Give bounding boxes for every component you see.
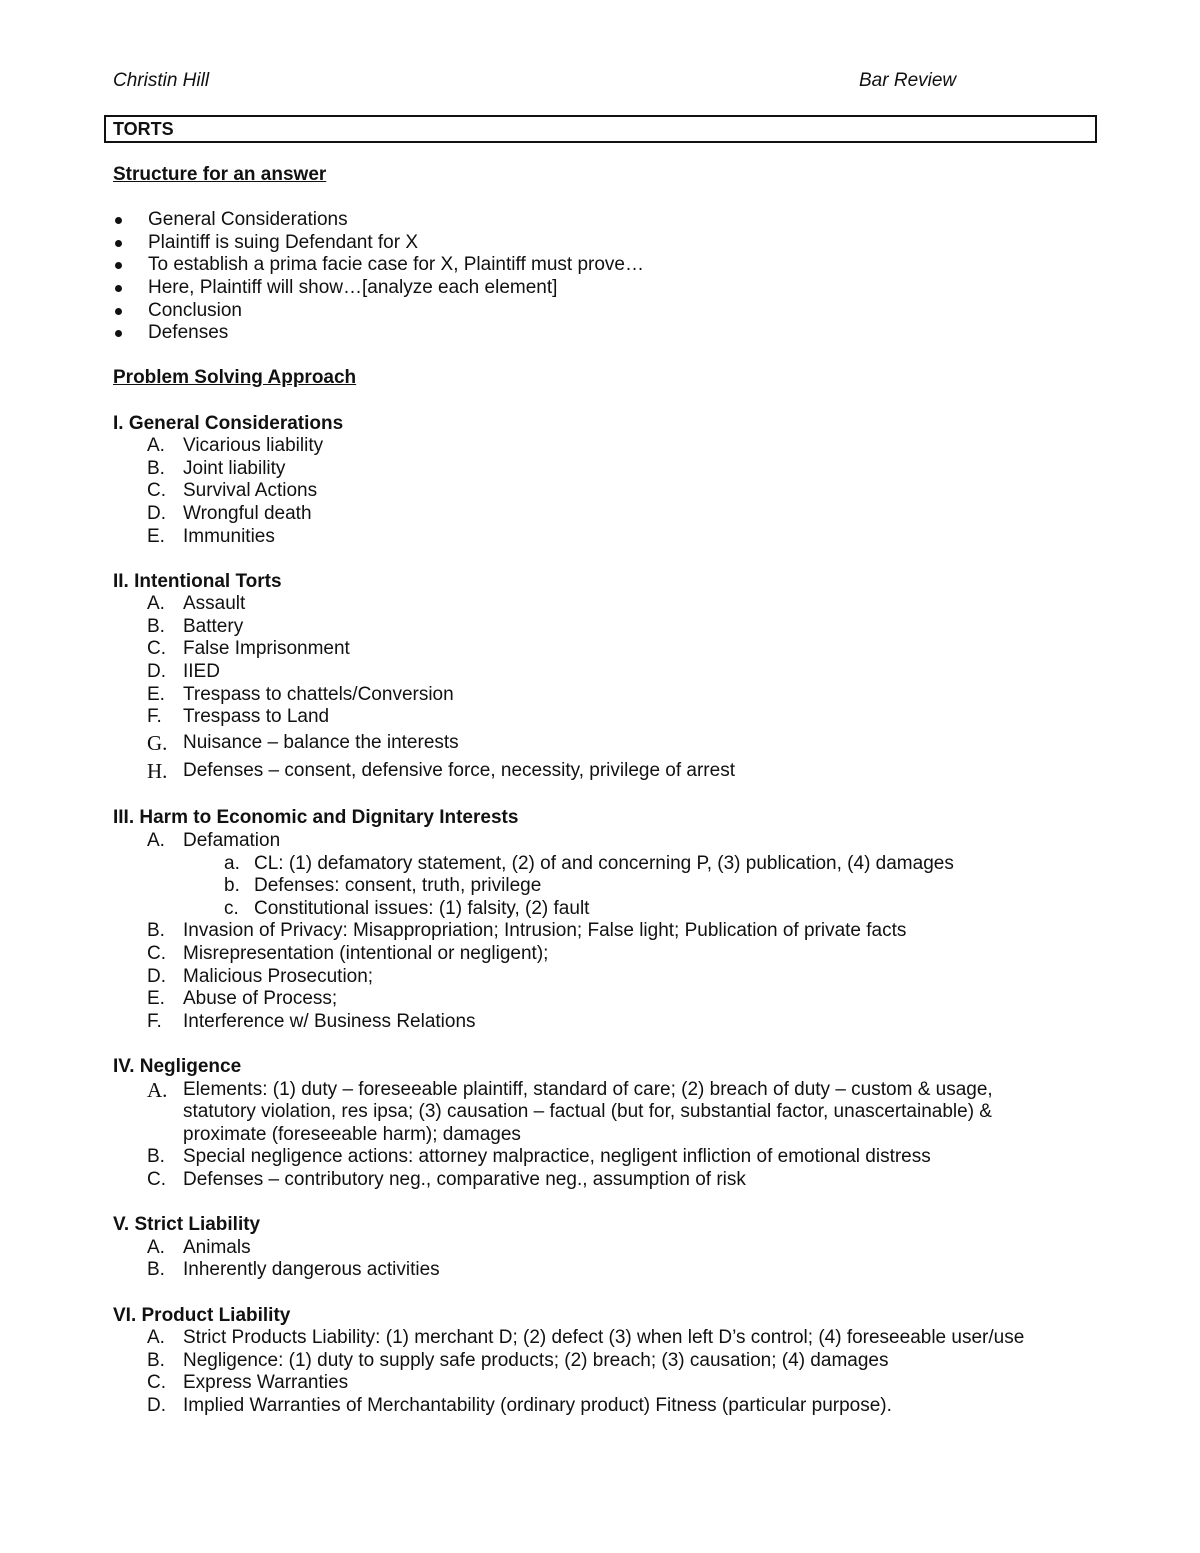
list-subitem: a. CL: (1) defamatory statement, (2) of and concerning P, (3) publication, (4) damages xyxy=(224,852,954,874)
list-item: General Considerations xyxy=(113,209,1093,232)
section-title: IV. Negligence xyxy=(113,1055,242,1077)
list-item: C. Express Warranties xyxy=(147,1372,349,1394)
list-item: A. Assault xyxy=(147,593,246,615)
approach-heading: Problem Solving Approach xyxy=(113,367,357,389)
section-general-considerations xyxy=(113,413,1093,549)
list-item: Defenses xyxy=(113,322,1093,345)
list-item: F. Trespass to Land xyxy=(147,706,330,728)
list-item: B. Special negligence actions: attorney malpractice, negligent infliction of emotional distress xyxy=(147,1146,931,1168)
author-name: Christin Hill xyxy=(113,70,210,91)
section-title: II. Intentional Torts xyxy=(113,570,282,592)
section-product-liability xyxy=(113,1305,1093,1418)
section-title: III. Harm to Economic and Dignitary Interests xyxy=(113,807,519,829)
list-item: E. Trespass to chattels/Conversion xyxy=(147,683,454,705)
list-item: Plaintiff is suing Defendant for X xyxy=(113,232,1093,255)
document-title: TORTS xyxy=(113,119,174,139)
list-item: B. Joint liability xyxy=(147,457,286,479)
list-item: G. Nuisance – balance the interests xyxy=(147,730,459,755)
list-item: D. IIED xyxy=(147,661,220,683)
list-item: A. Elements: (1) duty – foreseeable plaintiff, standard of care; (2) breach of duty – custom & usage, statutory violation, res ipsa; (3) causation – factual (but for, substantial factor, unascertainable) & proximate (foreseeable harm); damages xyxy=(147,1077,993,1145)
section-intentional-torts xyxy=(113,571,1093,785)
list-item: B. Negligence: (1) duty to supply safe products; (2) breach; (3) causation; (4) damages xyxy=(147,1349,889,1371)
list-item: To establish a prima facie case for X, Plaintiff must prove… xyxy=(113,254,1093,277)
list-item: A. Strict Products Liability: (1) merchant D; (2) defect (3) when left D’s control; (4) foreseeable user/use xyxy=(147,1327,1025,1349)
list-item: B. Battery xyxy=(147,615,244,637)
list-item: Here, Plaintiff will show…[analyze each element] xyxy=(113,277,1093,300)
section-strict-liability xyxy=(113,1214,1093,1282)
section-title: V. Strict Liability xyxy=(113,1214,261,1236)
list-item: C. Survival Actions xyxy=(147,480,318,502)
section-economic-dignitary xyxy=(113,807,1093,1033)
list-item: D. Implied Warranties of Merchantability (ordinary product) Fitness (particular purpose). xyxy=(147,1394,892,1416)
bullet-icon xyxy=(115,240,122,247)
list-item: A. Vicarious liability xyxy=(147,435,324,457)
list-item: C. Misrepresentation (intentional or negligent); xyxy=(147,943,549,964)
structure-bullet-list xyxy=(113,209,1093,345)
bullet-icon xyxy=(115,217,122,224)
list-item: H. Defenses – consent, defensive force, necessity, privilege of arrest xyxy=(147,758,735,783)
list-item: C. False Imprisonment xyxy=(147,638,350,660)
list-item: D. Malicious Prosecution; xyxy=(147,965,374,987)
course-name: Bar Review xyxy=(859,70,957,91)
list-item: C. Defenses – contributory neg., comparative neg., assumption of risk xyxy=(147,1168,746,1190)
section-title: VI. Product Liability xyxy=(113,1304,291,1326)
list-item: B. Inherently dangerous activities xyxy=(147,1259,440,1281)
list-item: E. Immunities xyxy=(147,525,275,547)
list-item: D. Wrongful death xyxy=(147,502,312,524)
list-subitem: c. Constitutional issues: (1) falsity, (2) fault xyxy=(224,897,590,919)
list-item: E. Abuse of Process; xyxy=(147,988,338,1010)
title-box xyxy=(104,115,1097,143)
section-title: I. General Considerations xyxy=(113,412,344,434)
list-item: A. Defamation xyxy=(147,830,281,852)
document-body xyxy=(113,164,1093,1417)
bullet-icon xyxy=(115,330,122,337)
list-item: F. Interference w/ Business Relations xyxy=(147,1010,476,1032)
bullet-icon xyxy=(115,308,122,315)
bullet-icon xyxy=(115,262,122,269)
list-item: B. Invasion of Privacy: Misappropriation; Intrusion; False light; Publication of private facts xyxy=(147,920,907,942)
structure-heading: Structure for an answer xyxy=(113,164,327,185)
list-item: A. Animals xyxy=(147,1236,251,1258)
list-subitem: b. Defenses: consent, truth, privilege xyxy=(224,875,542,897)
list-item: Conclusion xyxy=(113,300,1093,323)
bullet-icon xyxy=(115,285,122,292)
section-negligence xyxy=(113,1056,1093,1192)
